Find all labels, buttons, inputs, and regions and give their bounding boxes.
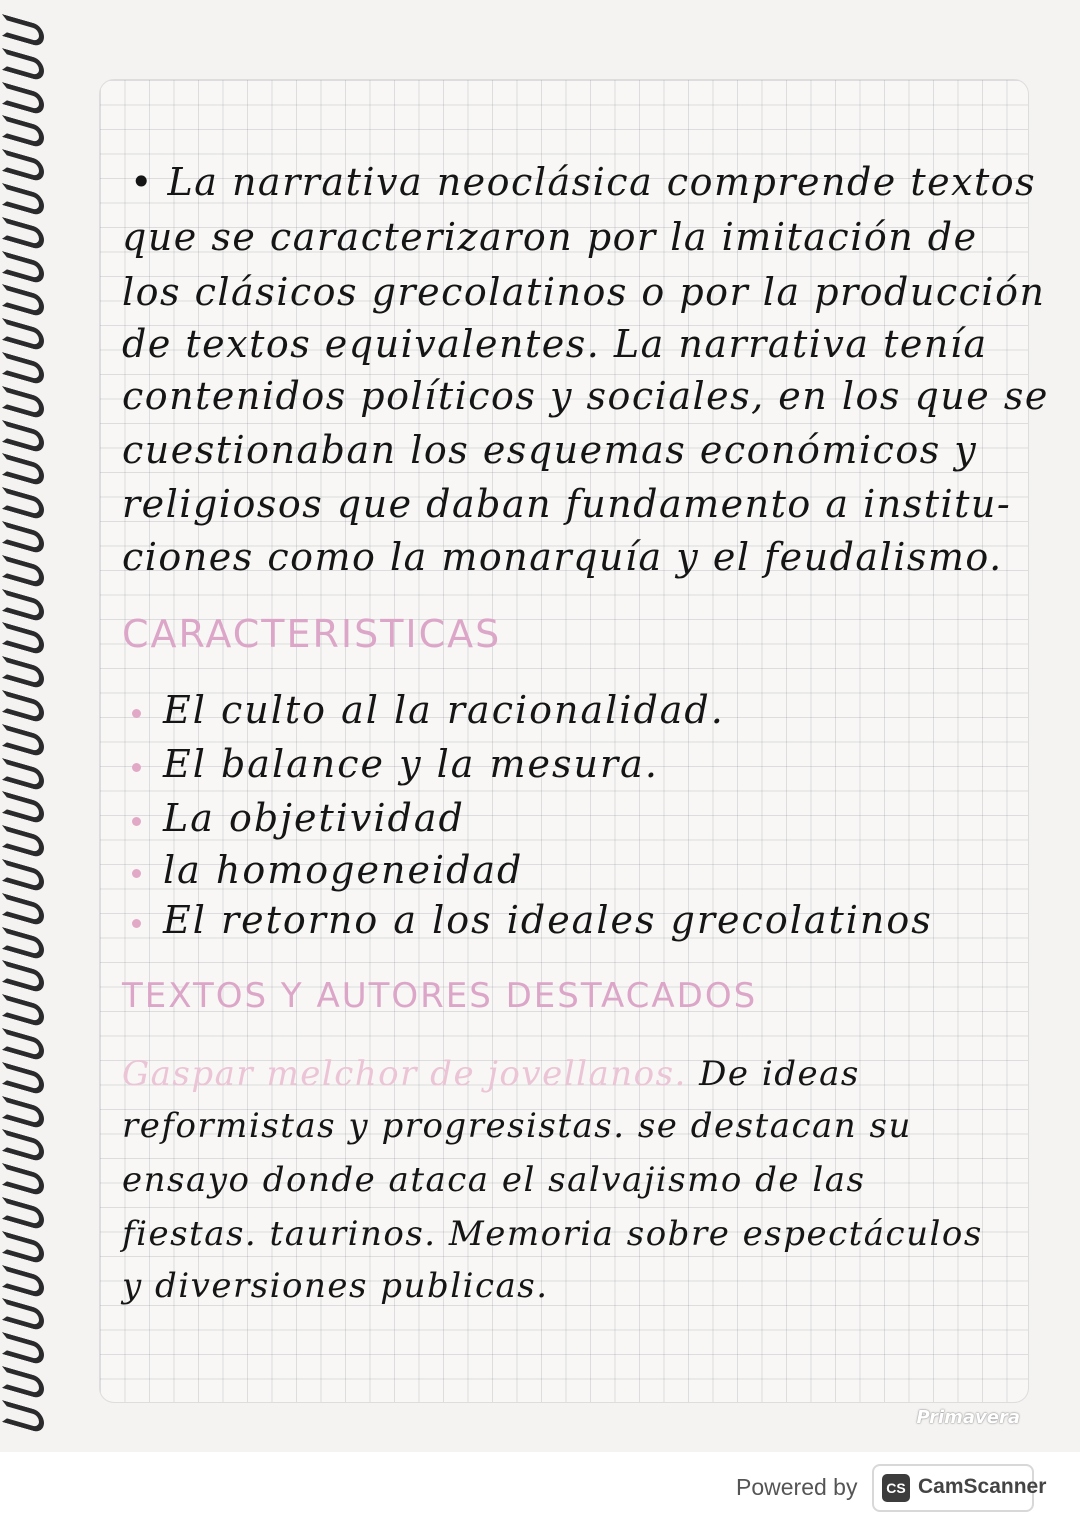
- textos-line-5: y diversiones publicas.: [122, 1266, 549, 1306]
- spiral-ring: [2, 1332, 44, 1366]
- spiral-ring: [2, 724, 44, 758]
- spiral-ring: [2, 555, 44, 589]
- bullet-dot-icon: [132, 919, 141, 928]
- author-name: Gaspar melchor de jovellanos.: [122, 1054, 687, 1094]
- intro-line-8: ciones como la monarquía y el feudalismo.: [122, 535, 1003, 579]
- caracteristica-item: [132, 796, 465, 840]
- primavera-watermark: Primavera: [916, 1407, 1020, 1428]
- intro-line-7: religiosos que daban fundamento a institu-: [122, 482, 1012, 526]
- spiral-ring: [2, 589, 44, 623]
- intro-line-5: contenidos políticos y sociales, en los que se: [122, 374, 1049, 418]
- caracteristica-text: El culto al la racionalidad.: [163, 688, 725, 732]
- bullet-dot-icon: [132, 709, 141, 718]
- spiral-ring: [2, 183, 44, 217]
- spiral-ring: [2, 1062, 44, 1096]
- textos-line-4: fiestas. taurinos. Memoria sobre espectáculos: [122, 1214, 983, 1254]
- caracteristica-text: La objetividad: [163, 796, 465, 840]
- textos-autores-heading: TEXTOS Y AUTORES DESTACADOS: [122, 976, 758, 1016]
- camscanner-badge[interactable]: [872, 1464, 1047, 1512]
- camscanner-logo-icon: CS: [882, 1474, 910, 1502]
- caracteristica-text: El retorno a los ideales grecolatinos: [163, 898, 933, 942]
- powered-by-label: Powered by: [736, 1474, 858, 1500]
- caracteristica-text: El balance y la mesura.: [163, 742, 659, 786]
- spiral-ring: [2, 1129, 44, 1163]
- textos-line-3: ensayo donde ataca el salvajismo de las: [122, 1160, 866, 1200]
- spiral-ring: [2, 1163, 44, 1197]
- spiral-ring: [2, 284, 44, 318]
- spiral-ring: [2, 115, 44, 149]
- bullet-dot-icon: [132, 817, 141, 826]
- caracteristica-item: [132, 688, 725, 732]
- spiral-ring: [2, 318, 44, 352]
- spiral-ring: [2, 453, 44, 487]
- spiral-ring: [2, 149, 44, 183]
- caracteristica-text: la homogeneidad: [163, 848, 524, 892]
- spiral-binding: [0, 20, 48, 1450]
- spiral-ring: [2, 217, 44, 251]
- spiral-ring: [2, 48, 44, 82]
- spiral-ring: [2, 859, 44, 893]
- spiral-ring: [2, 960, 44, 994]
- intro-line-2: que se caracterizaron por la imitación de: [122, 215, 978, 259]
- camscanner-footer: [0, 1452, 1080, 1528]
- spiral-ring: [2, 1096, 44, 1130]
- spiral-ring: [2, 893, 44, 927]
- textos-line-1-rest: De ideas: [699, 1054, 860, 1094]
- spiral-ring: [2, 487, 44, 521]
- spiral-ring: [2, 1028, 44, 1062]
- spiral-ring: [2, 1197, 44, 1231]
- spiral-ring: [2, 1366, 44, 1400]
- spiral-ring: [2, 82, 44, 116]
- spiral-ring: [2, 420, 44, 454]
- spiral-ring: [2, 1231, 44, 1265]
- bullet-dot-icon: [132, 763, 141, 772]
- spiral-ring: [2, 791, 44, 825]
- spiral-ring: [2, 622, 44, 656]
- textos-line-1: [122, 1054, 860, 1094]
- intro-line-4: de textos equivalentes. La narrativa tenía: [122, 322, 988, 366]
- camscanner-brand: CamScanner: [918, 1475, 1047, 1498]
- caracteristica-item: [132, 742, 659, 786]
- spiral-ring: [2, 386, 44, 420]
- caracteristica-item: [132, 898, 933, 942]
- caracteristica-item: [132, 848, 523, 892]
- spiral-ring: [2, 656, 44, 690]
- intro-line-1: • La narrativa neoclásica comprende textos: [130, 160, 1037, 204]
- textos-line-2: reformistas y progresistas. se destacan su: [122, 1106, 912, 1146]
- spiral-ring: [2, 251, 44, 285]
- intro-line-6: cuestionaban los esquemas económicos y: [122, 428, 978, 472]
- spiral-ring: [2, 1298, 44, 1332]
- intro-line-3: los clásicos grecolatinos o por la producción: [122, 270, 1046, 314]
- bullet-dot-icon: [132, 869, 141, 878]
- spiral-ring: [2, 14, 44, 48]
- spiral-ring: [2, 927, 44, 961]
- spiral-ring: [2, 352, 44, 386]
- spiral-ring: [2, 521, 44, 555]
- spiral-ring: [2, 690, 44, 724]
- spiral-ring: [2, 1400, 44, 1434]
- spiral-ring: [2, 1265, 44, 1299]
- spiral-ring: [2, 994, 44, 1028]
- spiral-ring: [2, 825, 44, 859]
- caracteristicas-heading: CARACTERISTICAS: [122, 612, 502, 656]
- spiral-ring: [2, 758, 44, 792]
